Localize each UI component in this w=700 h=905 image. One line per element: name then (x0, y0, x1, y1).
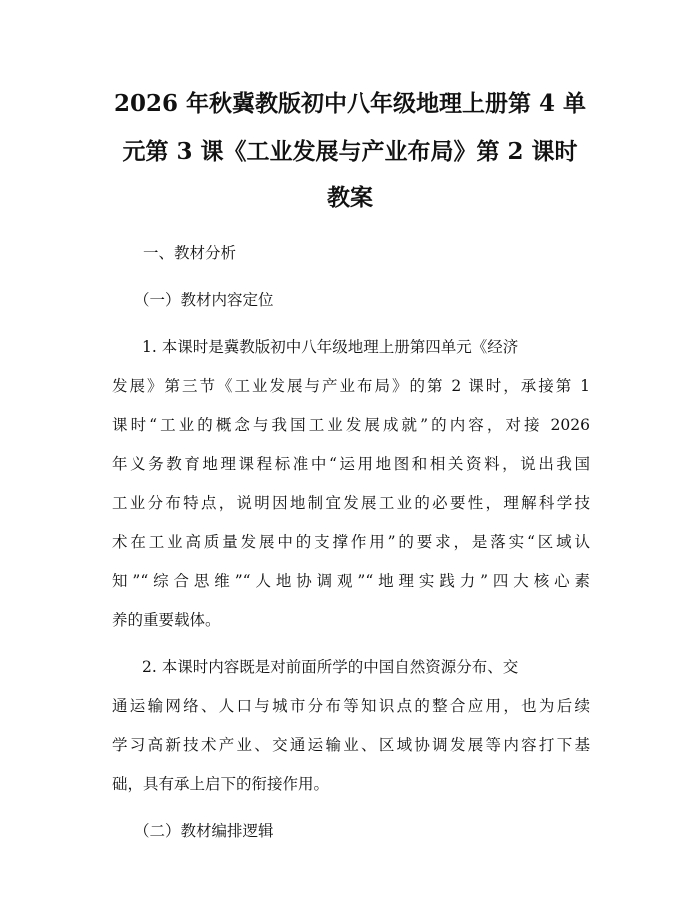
paragraph-2-line: 通运输网络、人口与城市分布等知识点的整合应用，也为后续 (112, 697, 590, 715)
subsection-heading-1-2: （二）教材编排逻辑 (134, 822, 274, 840)
paragraph-2-line: 学习高新技术产业、交通运输业、区域协调发展等内容打下基 (112, 736, 590, 754)
paragraph-1-line: 课时“工业的概念与我国工业发展成就”的内容，对接 2026 (112, 416, 590, 434)
document-title-line-3: 教案 (327, 184, 373, 211)
paragraph-2-line: 础，具有承上启下的衔接作用。 (112, 775, 330, 793)
paragraph-1-line: 年义务教育地理课程标准中“运用地图和相关资料，说出我国 (112, 455, 590, 473)
paragraph-1-line: 工业分布特点，说明因地制宜发展工业的必要性，理解科学技 (112, 494, 590, 512)
section-heading-1: 一、教材分析 (143, 244, 237, 262)
paragraph-1-line: 知”“综合思维”“人地协调观”“地理实践力”四大核心素 (112, 572, 590, 590)
paragraph-2-line: 2. 本课时内容既是对前面所学的中国自然资源分布、交 (142, 658, 519, 676)
subsection-heading-1-1: （一）教材内容定位 (134, 291, 274, 309)
paragraph-1-line: 发展》第三节《工业发展与产业布局》的第 2 课时，承接第 1 (112, 377, 590, 395)
paragraph-1-line: 养的重要载体。 (112, 611, 221, 629)
paragraph-1-line: 术在工业高质量发展中的支撑作用”的要求，是落实“区域认 (112, 533, 590, 551)
document-title-line-2: 元第 3 课《工业发展与产业布局》第 2 课时 (122, 138, 578, 165)
paragraph-1-line: 1. 本课时是冀教版初中八年级地理上册第四单元《经济 (142, 338, 519, 356)
document-title-line-1: 2026 年秋冀教版初中八年级地理上册第 4 单 (113, 90, 587, 117)
